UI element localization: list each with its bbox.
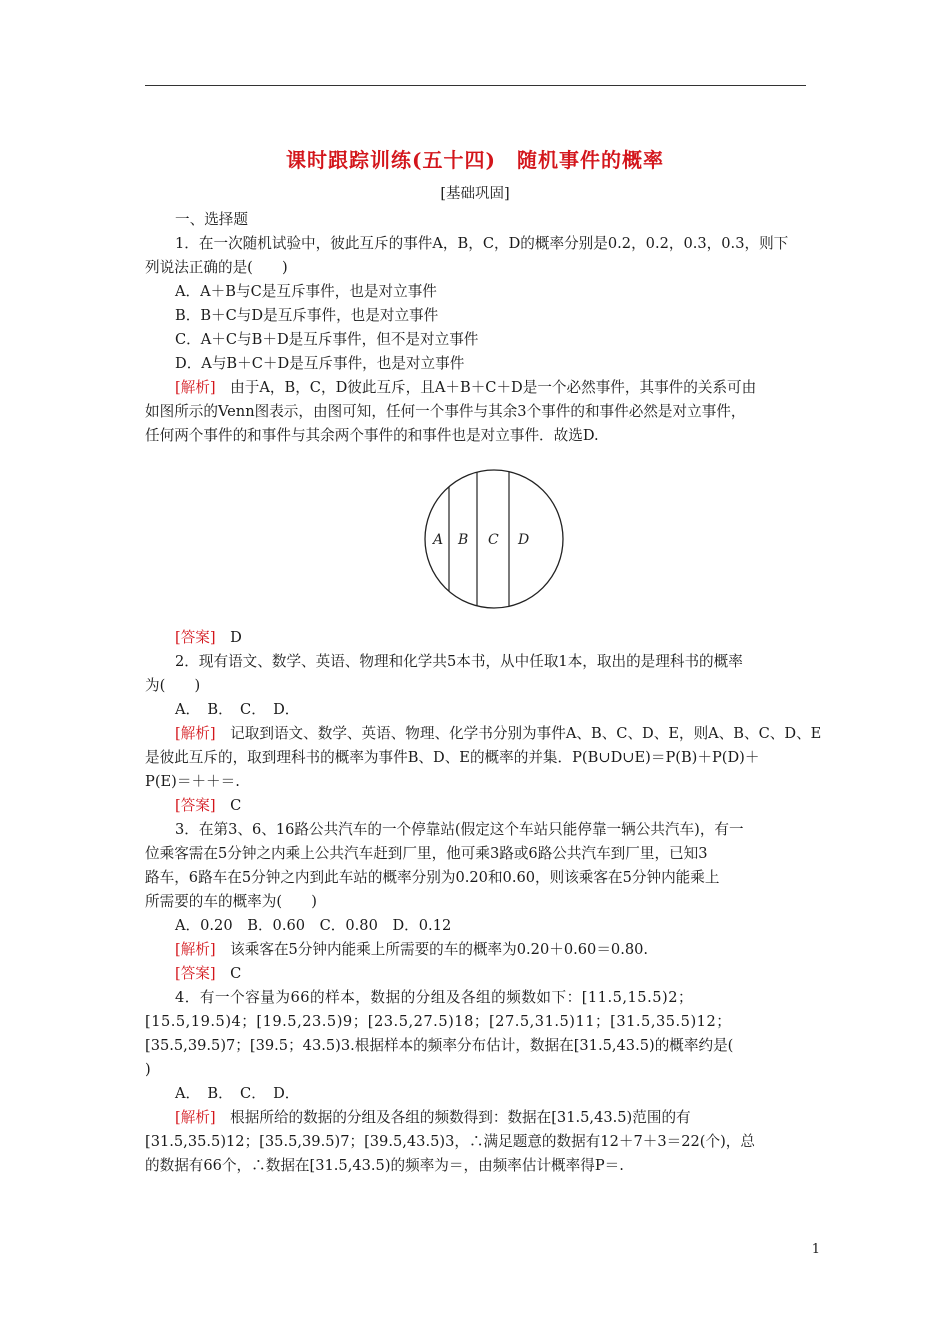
q2-options: A． B． C． D． bbox=[175, 701, 300, 718]
page-title: 课时跟踪训练(五十四) 随机事件的概率 bbox=[286, 148, 664, 172]
q2-analysis-line: P(E)＝＋＋＝. bbox=[145, 773, 240, 790]
q1-option-c: C．A＋C与B＋D是互斥事件，但不是对立事件 bbox=[175, 331, 479, 348]
section-subtitle: [基础巩固] bbox=[440, 186, 510, 202]
q4-analysis-line bbox=[145, 1106, 807, 1130]
analysis-tag: [解析] bbox=[175, 1109, 216, 1126]
venn-label-d: D bbox=[518, 532, 530, 548]
q1-analysis-line bbox=[145, 376, 807, 400]
document-body bbox=[145, 208, 822, 1178]
q1-option-d: D．A与B＋C＋D是互斥事件，也是对立事件 bbox=[175, 355, 465, 372]
analysis-tag: [解析] bbox=[175, 941, 216, 958]
q1-analysis-line: 任何两个事件的和事件与其余两个事件的和事件也是对立事件．故选D. bbox=[145, 427, 599, 444]
q3-analysis-text: 该乘客在5分钟内能乘上所需要的车的概率为0.20＋0.60＝0.80. bbox=[215, 941, 649, 958]
q1-stem-line: 1．在一次随机试验中，彼此互斥的事件A，B，C，D的概率分别是0.2，0.2，0.3，0.3，则下 bbox=[175, 235, 789, 252]
q1-option-a: A．A＋B与C是互斥事件，也是对立事件 bbox=[175, 283, 437, 300]
q3-answer-line bbox=[145, 962, 807, 986]
venn-label-a: A bbox=[433, 532, 444, 548]
q1-stem-line: 列说法正确的是( ) bbox=[145, 259, 288, 276]
q2-stem-line: 2．现有语文、数学、英语、物理和化学共5本书，从中任取1本，取出的是理科书的概率 bbox=[175, 653, 743, 670]
q1-answer: D bbox=[215, 629, 242, 646]
venn-diagram bbox=[423, 468, 565, 610]
q3-options: A．0.20 B．0.60 C．0.80 D．0.12 bbox=[175, 917, 452, 934]
q3-analysis-line bbox=[145, 938, 807, 962]
q4-stem-line: [15.5,19.5)4；[19.5,23.5)9；[23.5,27.5)18；[27.5,31.5)11；[31.5,35.5)12； bbox=[145, 1013, 732, 1030]
q1-analysis-line: 如图所示的Venn图表示，由图可知，任何一个事件与其余3个事件的和事件必然是对立事件， bbox=[145, 403, 746, 420]
header-rule bbox=[145, 85, 806, 86]
q2-answer-line bbox=[145, 794, 807, 818]
q4-analysis-line: [31.5,35.5)12；[35.5,39.5)7；[39.5,43.5)3，∴满足题意的数据有12＋7＋3＝22(个)，总 bbox=[145, 1133, 755, 1150]
q2-analysis-line bbox=[145, 722, 822, 746]
q4-stem-line: ) bbox=[145, 1061, 151, 1078]
q3-stem-line: 路车，6路车在5分钟之内到此车站的概率分别为0.20和0.60，则该乘客在5分钟内能乘上 bbox=[145, 869, 720, 886]
venn-label-b: B bbox=[458, 532, 469, 548]
q4-analysis-line: 的数据有66个，∴数据在[31.5,43.5)的频率为＝，由频率估计概率得P＝. bbox=[145, 1157, 624, 1174]
section-heading: 一、选择题 bbox=[175, 211, 248, 228]
q3-answer: C bbox=[215, 965, 242, 982]
q2-stem-line: 为( ) bbox=[145, 677, 201, 694]
q4-stem-line: 4．有一个容量为66的样本，数据的分组及各组的频数如下：[11.5,15.5)2； bbox=[175, 989, 694, 1006]
q1-answer-line bbox=[145, 626, 807, 650]
q3-stem-line: 所需要的车的概率为( ) bbox=[145, 893, 317, 910]
venn-label-c: C bbox=[488, 532, 499, 548]
page-number: 1 bbox=[811, 1242, 820, 1257]
q1-analysis-text: 由于A，B，C，D彼此互斥，且A＋B＋C＋D是一个必然事件，其事件的关系可由 bbox=[215, 379, 757, 396]
q2-analysis-line: 是彼此互斥的，取到理科书的概率为事件B、D、E的概率的并集．P(B∪D∪E)＝P(B)＋P(D)＋ bbox=[145, 749, 760, 766]
answer-tag: [答案] bbox=[175, 629, 216, 646]
q3-stem-line: 位乘客需在5分钟之内乘上公共汽车赶到厂里，他可乘3路或6路公共汽车到厂里，已知3 bbox=[145, 845, 708, 862]
answer-tag: [答案] bbox=[175, 797, 216, 814]
analysis-tag: [解析] bbox=[175, 379, 216, 396]
answer-tag: [答案] bbox=[175, 965, 216, 982]
analysis-tag: [解析] bbox=[175, 725, 216, 742]
q2-answer: C bbox=[215, 797, 242, 814]
q2-analysis-text: 记取到语文、数学、英语、物理、化学书分别为事件A、B、C、D、E，则A、B、C、D、E bbox=[215, 725, 822, 742]
q4-analysis-text: 根据所给的数据的分组及各组的频数得到：数据在[31.5,43.5)范围的有 bbox=[215, 1109, 691, 1126]
q1-option-b: B．B＋C与D是互斥事件，也是对立事件 bbox=[175, 307, 439, 324]
q3-stem-line: 3．在第3、6、16路公共汽车的一个停靠站(假定这个车站只能停靠一辆公共汽车)，有一 bbox=[175, 821, 744, 838]
q4-options: A． B． C． D． bbox=[175, 1085, 300, 1102]
q4-stem-line: [35.5,39.5)7；[39.5；43.5)3.根据样本的频率分布估计，数据在[31.5,43.5)的概率约是( bbox=[145, 1037, 734, 1054]
